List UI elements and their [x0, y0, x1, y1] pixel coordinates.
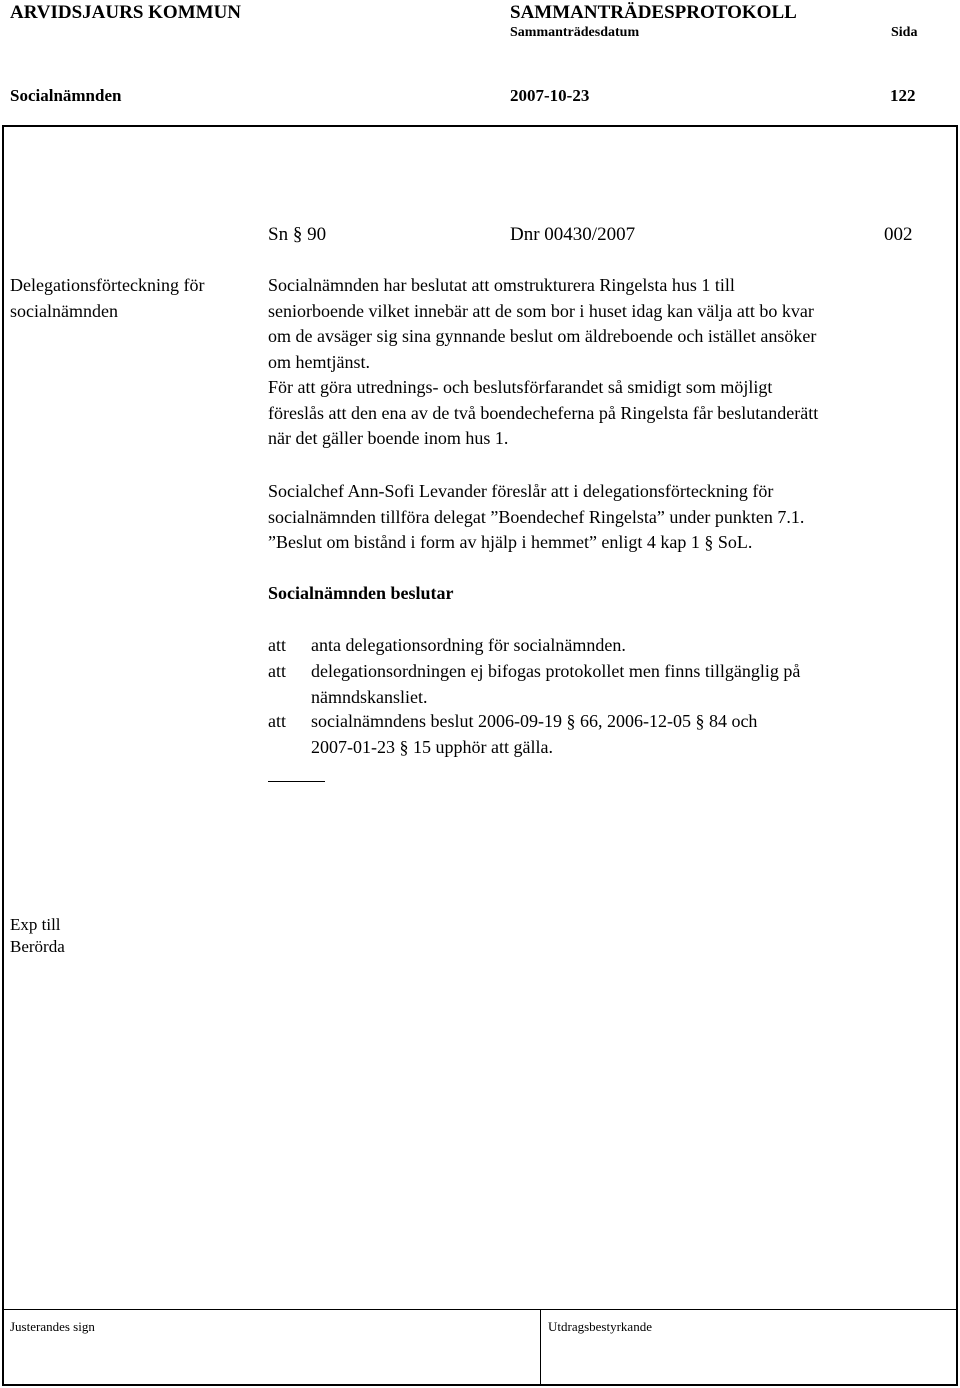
paragraph-2: [268, 479, 958, 556]
text-line: delegationsordningen ej bifogas protokollet men finns tillgänglig på: [311, 661, 801, 681]
paragraph-1: [268, 273, 958, 452]
text-line: seniorboende vilket innebär att de som bor i huset idag kan välja att bo kvar: [268, 300, 814, 321]
exp-line: Berörda: [10, 937, 65, 956]
text-line: när det gäller boende inom hus 1.: [268, 428, 509, 448]
text-line: Socialnämnden har beslutat att omstrukturera Ringelsta hus 1 till: [268, 275, 735, 295]
paragraph-number: Sn § 90: [268, 224, 327, 245]
margin-title: [10, 273, 204, 324]
frame-top-line: [2, 125, 958, 127]
text-line: socialnämnden tillföra delegat ”Boendechef Ringelsta” under punkten 7.1.: [268, 506, 805, 527]
page-number: 122: [890, 86, 916, 105]
decision-key: att: [268, 711, 286, 731]
municipality-name: ARVIDSJAURS KOMMUN: [10, 2, 242, 23]
meeting-date: 2007-10-23: [510, 86, 590, 105]
text-line: Socialchef Ann-Sofi Levander föreslår att i delegationsförteckning för: [268, 481, 774, 501]
footer-divider: [540, 1309, 541, 1385]
text-line: om hemtjänst.: [268, 351, 370, 372]
text-line: ”Beslut om bistånd i form av hjälp i hemmet” enligt 4 kap 1 § SoL.: [268, 532, 753, 552]
text-line: anta delegationsordning för socialnämnden.: [311, 635, 626, 655]
dnr-number: Dnr 00430/2007: [510, 224, 636, 245]
text-line: nämndskansliet.: [311, 686, 428, 707]
decision-key: att: [268, 635, 286, 655]
document-type: SAMMANTRÄDESPROTOKOLL: [510, 2, 797, 23]
expedition-block: [10, 914, 65, 958]
text-line: socialnämndens beslut 2006-09-19 § 66, 2006-12-05 § 84 och: [311, 711, 758, 731]
decision-text: [311, 633, 626, 659]
sign-label: Justerandes sign: [10, 1319, 95, 1334]
frame-bottom-line: [2, 1384, 958, 1386]
margin-title-line: socialnämnden: [10, 300, 118, 321]
body-name: Socialnämnden: [10, 86, 122, 105]
page-label: Sida: [891, 25, 918, 40]
end-rule: [268, 781, 325, 782]
text-line: För att göra utrednings- och beslutsförfarandet så smidigt som möjligt: [268, 377, 773, 397]
frame-left-line: [2, 125, 4, 1385]
margin-title-line: Delegationsförteckning för: [10, 275, 205, 295]
text-line: föreslås att den ena av de två boendecheferna på Ringelsta får beslutanderätt: [268, 402, 819, 423]
item-code: 002: [884, 224, 913, 245]
extract-label: Utdragsbestyrkande: [548, 1319, 652, 1334]
decision-text: [311, 659, 800, 710]
decision-text: [311, 709, 757, 760]
decision-heading: Socialnämnden beslutar: [268, 583, 454, 603]
text-line: om de avsäger sig sina gynnande beslut om äldreboende och istället ansöker: [268, 326, 817, 346]
decision-key: att: [268, 661, 286, 681]
footer-top-line: [2, 1309, 958, 1310]
exp-line: Exp till: [10, 915, 61, 934]
text-line: 2007-01-23 § 15 upphör att gälla.: [311, 736, 553, 757]
meeting-date-label: Sammanträdesdatum: [510, 25, 640, 40]
